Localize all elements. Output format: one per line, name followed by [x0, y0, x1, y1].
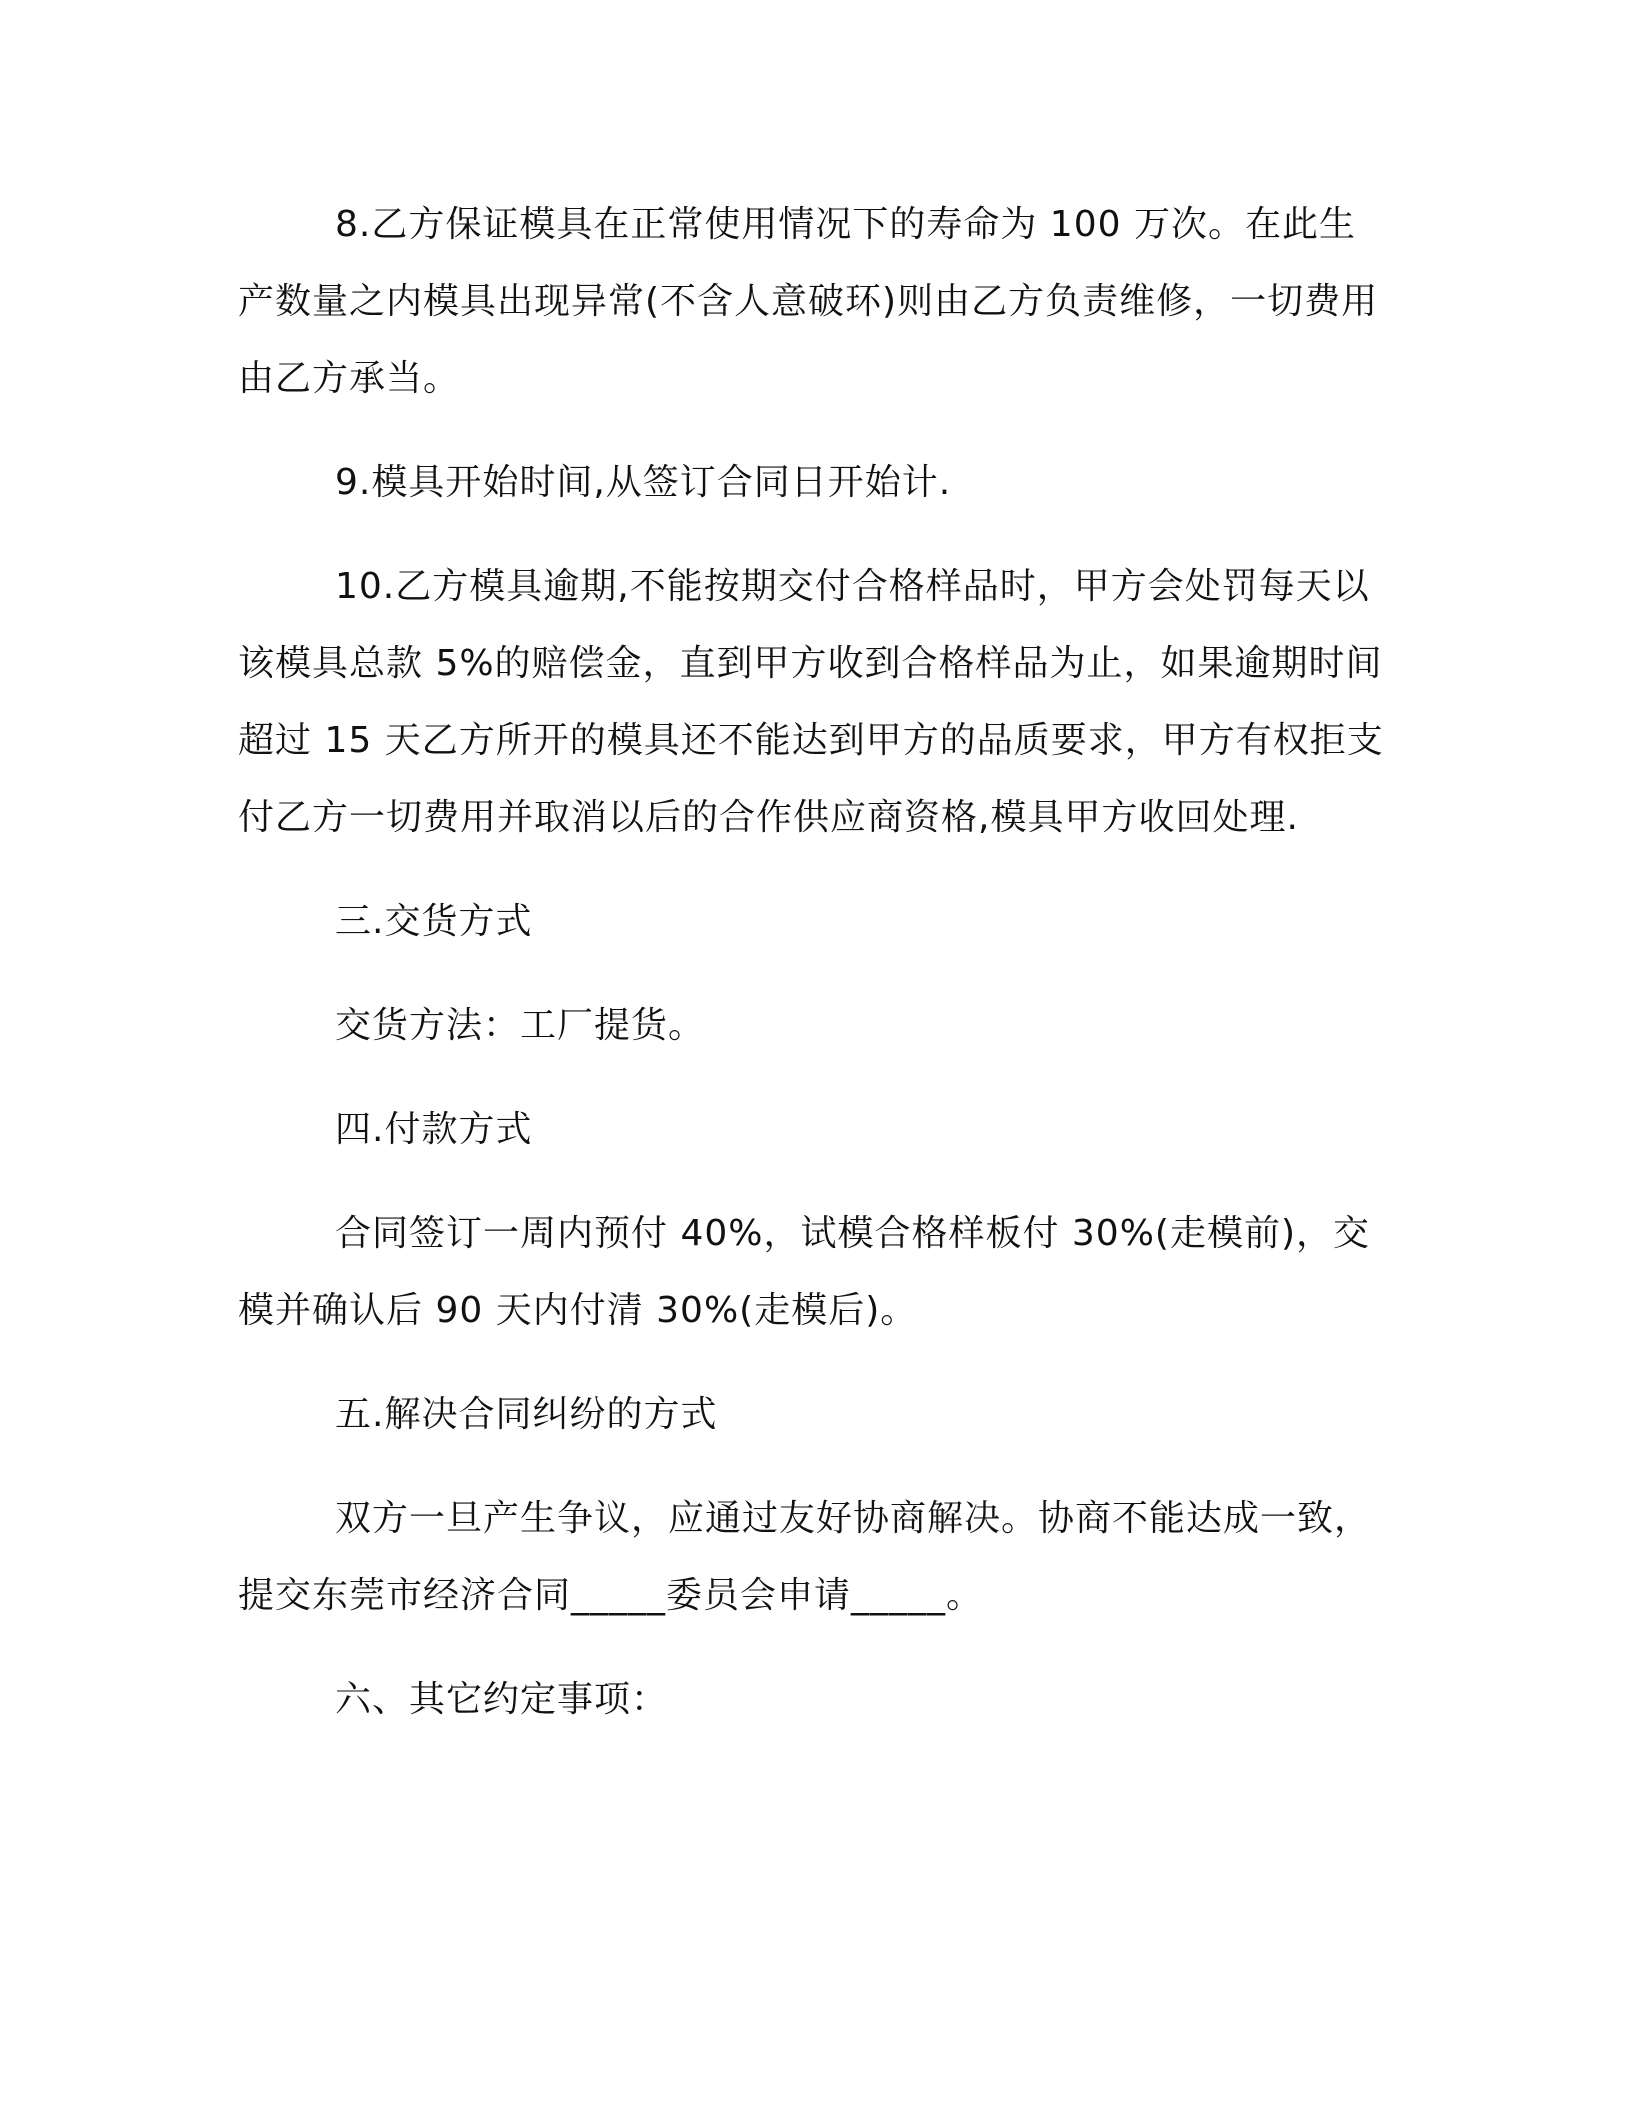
section-3-delivery-heading: 三.交货方式 — [335, 901, 533, 942]
section-6-other-terms-heading: 六、其它约定事项： — [335, 1679, 669, 1720]
delivery-method-text: 交货方法：工厂提货。 — [335, 1005, 706, 1046]
clause-10-overdue-penalty: 10.乙方模具逾期,不能按期交付合格样品时，甲方会处罚每天以该模具总款 5%的赔偿金，直到甲方收到合格样品为止，如果逾期时间超过 15 天乙方所开的模具还不能达到甲方的品质要求，甲方有权拒支付乙方一切费用并取消以后的合作供应商资格,模具甲方收回处理. — [238, 566, 1384, 838]
section-4-payment-heading: 四.付款方式 — [335, 1109, 533, 1150]
payment-terms-text: 合同签订一周内预付 40%，试模合格样板付 30%(走模前)，交模并确认后 90 天内付清 30%(走模后)。 — [238, 1213, 1371, 1331]
dispute-resolution-text: 双方一旦产生争议，应通过友好协商解决。协商不能达成一致，提交东莞市经济合同_____委员会申请_____。 — [238, 1498, 1372, 1616]
section-5-dispute-heading: 五.解决合同纠纷的方式 — [335, 1394, 718, 1435]
document-body — [238, 186, 1388, 1765]
clause-8-mold-lifespan: 8.乙方保证模具在正常使用情况下的寿命为 100 万次。在此生产数量之内模具出现异常(不含人意破环)则由乙方负责维修，一切费用由乙方承当。 — [238, 204, 1379, 399]
clause-9-mold-start-time: 9.模具开始时间,从签订合同日开始计. — [335, 462, 952, 503]
